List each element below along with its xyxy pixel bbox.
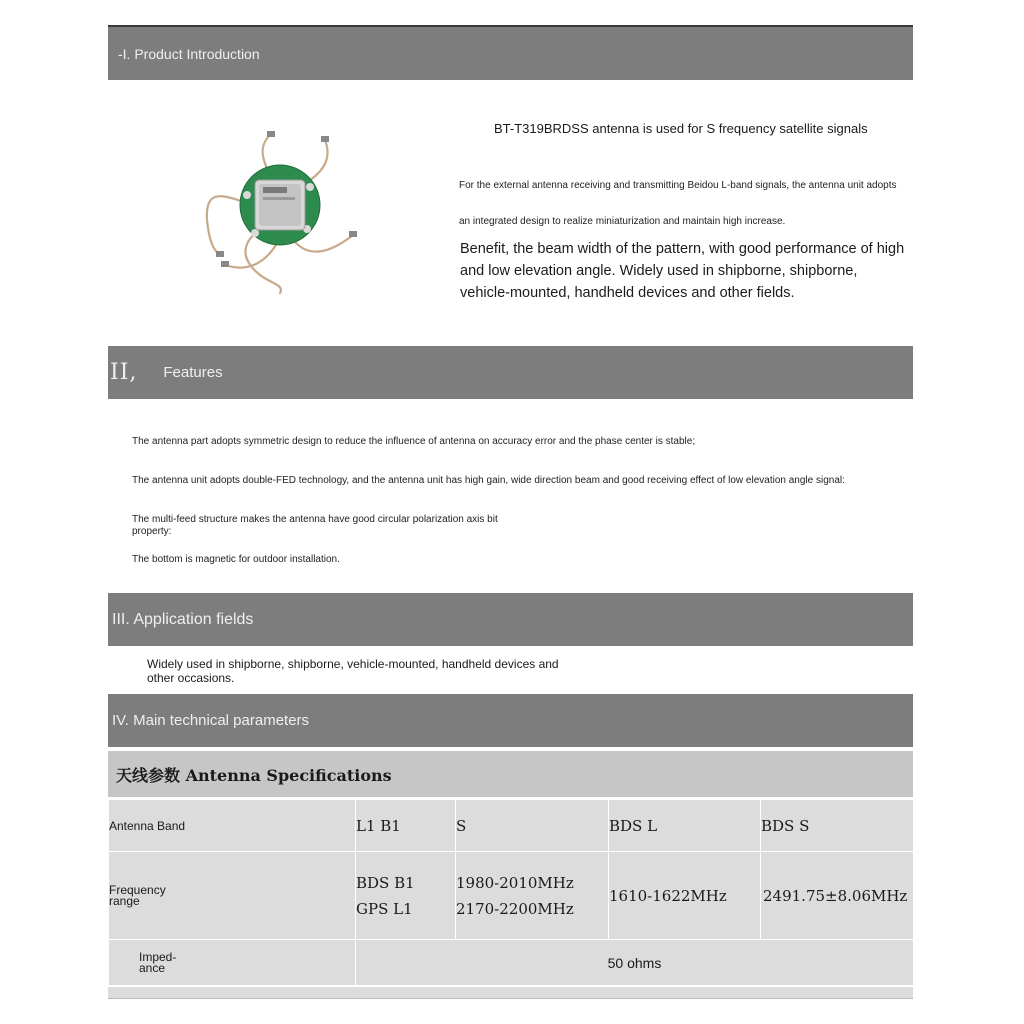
row-label-impedance: [109, 940, 356, 986]
intro-title: BT-T319BRDSS antenna is used for S frequency satellite signals: [494, 121, 868, 136]
cell-band-bdss: BDS S: [761, 800, 914, 852]
table-row: [109, 940, 914, 986]
cell-freq-bds-b1: BDS B1: [356, 873, 415, 892]
spec-table-title: 天线参数 Antenna Specifications: [108, 749, 913, 797]
feature-item: The multi-feed structure makes the antenna have good circular polarization axis bit property:: [132, 514, 498, 537]
cell-band-l1b1: L1 B1: [356, 800, 456, 852]
cell-freq-gps-l1: GPS L1: [356, 899, 413, 918]
cell-freq-s-range1: 1980-2010MHz: [456, 873, 574, 892]
row-label-frequency-line2: range: [109, 893, 140, 908]
intro-paragraph-2: Benefit, the beam width of the pattern, with good performance of high and low elevation angle. Widely used in shipborne, shipborne, vehicle-mounted, handheld devices and other fields.: [460, 241, 905, 301]
section-header-intro: [108, 27, 913, 80]
feature-item: The antenna part adopts symmetric design to reduce the influence of antenna on accuracy error and the phase center is stable;: [132, 436, 696, 447]
section-title-applications: III. Application fields: [112, 610, 254, 628]
cell-impedance-value: 50 ohms: [356, 940, 914, 986]
spec-table: [108, 799, 914, 986]
feature-item: The bottom is magnetic for outdoor installation.: [132, 554, 340, 565]
applications-text: Widely used in shipborne, shipborne, vehicle-mounted, handheld devices and other occasions.: [147, 657, 559, 685]
table-bottom-line: [108, 998, 913, 999]
feature-item: The antenna unit adopts double-FED technology, and the antenna unit has high gain, wide direction beam and good receiving effect of low elevation angle signal:: [132, 475, 845, 486]
cell-freq-bdsl: 1610-1622MHz: [609, 852, 761, 940]
section-header-features: [108, 346, 913, 399]
row-label-impedance-line1: Imped-: [139, 949, 177, 964]
section-title-features: Features: [163, 364, 223, 381]
intro-paragraph-1: For the external antenna receiving and transmitting Beidou L-band signals, the antenna unit adopts an integrated design to realize miniaturization and maintain high increase.: [459, 180, 897, 227]
section-title-parameters: IV. Main technical parameters: [112, 712, 310, 729]
cell-freq-l1b1: [356, 852, 456, 940]
table-row: [109, 852, 914, 940]
cell-freq-s: [456, 852, 609, 940]
section-roman-features: II,: [110, 360, 138, 385]
row-label-impedance-line2: ance: [139, 960, 166, 975]
cell-freq-s-range2: 2170-2200MHz: [456, 899, 574, 918]
table-row: [109, 800, 914, 852]
cell-band-bdsl: BDS L: [609, 800, 761, 852]
row-label-frequency: [109, 852, 356, 940]
section-header-parameters: [108, 694, 913, 747]
section-title-intro: -I. Product Introduction: [118, 45, 260, 62]
section-header-applications: [108, 593, 913, 646]
cell-band-s: S: [456, 800, 609, 852]
row-label-band: Antenna Band: [109, 800, 356, 852]
row-label-frequency-line1: Frequency: [109, 882, 166, 897]
cell-freq-bdss: 2491.75±8.06MHz: [761, 852, 914, 940]
antenna-product-image: [185, 125, 375, 295]
